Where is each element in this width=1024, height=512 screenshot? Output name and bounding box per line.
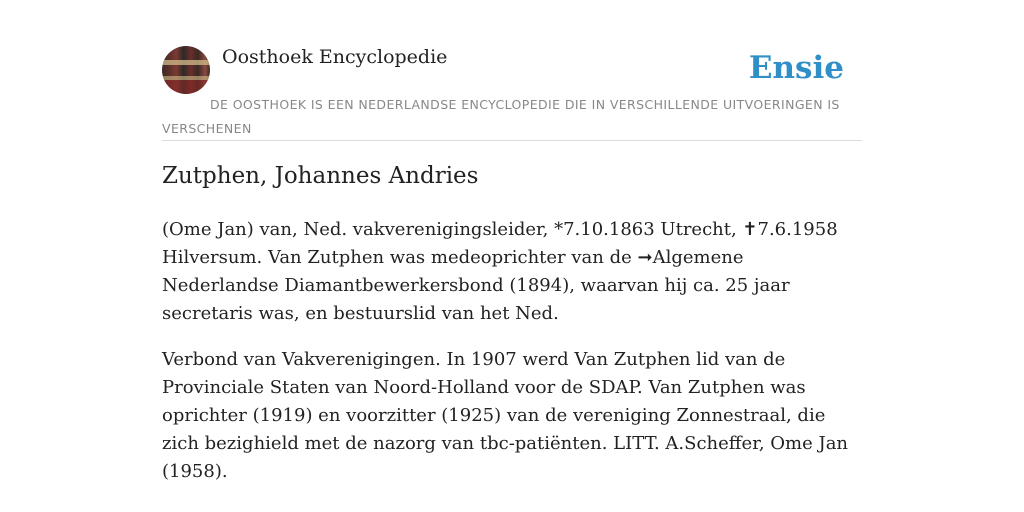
- article-paragraph-2: Verbond van Vakverenigingen. In 1907 werd Van Zutphen lid van de Provinciale Staten van Noord-Holland voor de SDAP. Van Zutphen was oprichter (1919) en voorzitter (1925) van de vereniging Zonnestraal, die zich bezighield met de nazorg van tbc-patiënten. LITT. A.Scheffer, Ome Jan (1958).: [162, 349, 849, 482]
- encyclopedia-books-logo[interactable]: [162, 46, 210, 94]
- site-title[interactable]: Oosthoek Encyclopedie: [222, 46, 448, 68]
- article-title: Zutphen, Johannes Andries: [162, 163, 479, 189]
- site-tagline: DE OOSTHOEK IS EEN NEDERLANDSE ENCYCLOPEDIE DIE IN VERSCHILLENDE UITVOERINGEN IS VERSCHENEN: [162, 97, 840, 136]
- article-paragraph-1: (Ome Jan) van, Ned. vakverenigingsleider, *7.10.1863 Utrecht, ✝7.6.1958 Hilversum. Van Zutphen was medeoprichter van de ➞Algemene Nederlandse Diamantbewerkersbond (1894), waarvan hij ca. 25 jaar secretaris was, en bestuurslid van het Ned.: [162, 219, 838, 324]
- ensie-brand-link[interactable]: Ensie: [748, 50, 844, 86]
- article-body: [162, 216, 862, 504]
- site-header: [162, 46, 862, 141]
